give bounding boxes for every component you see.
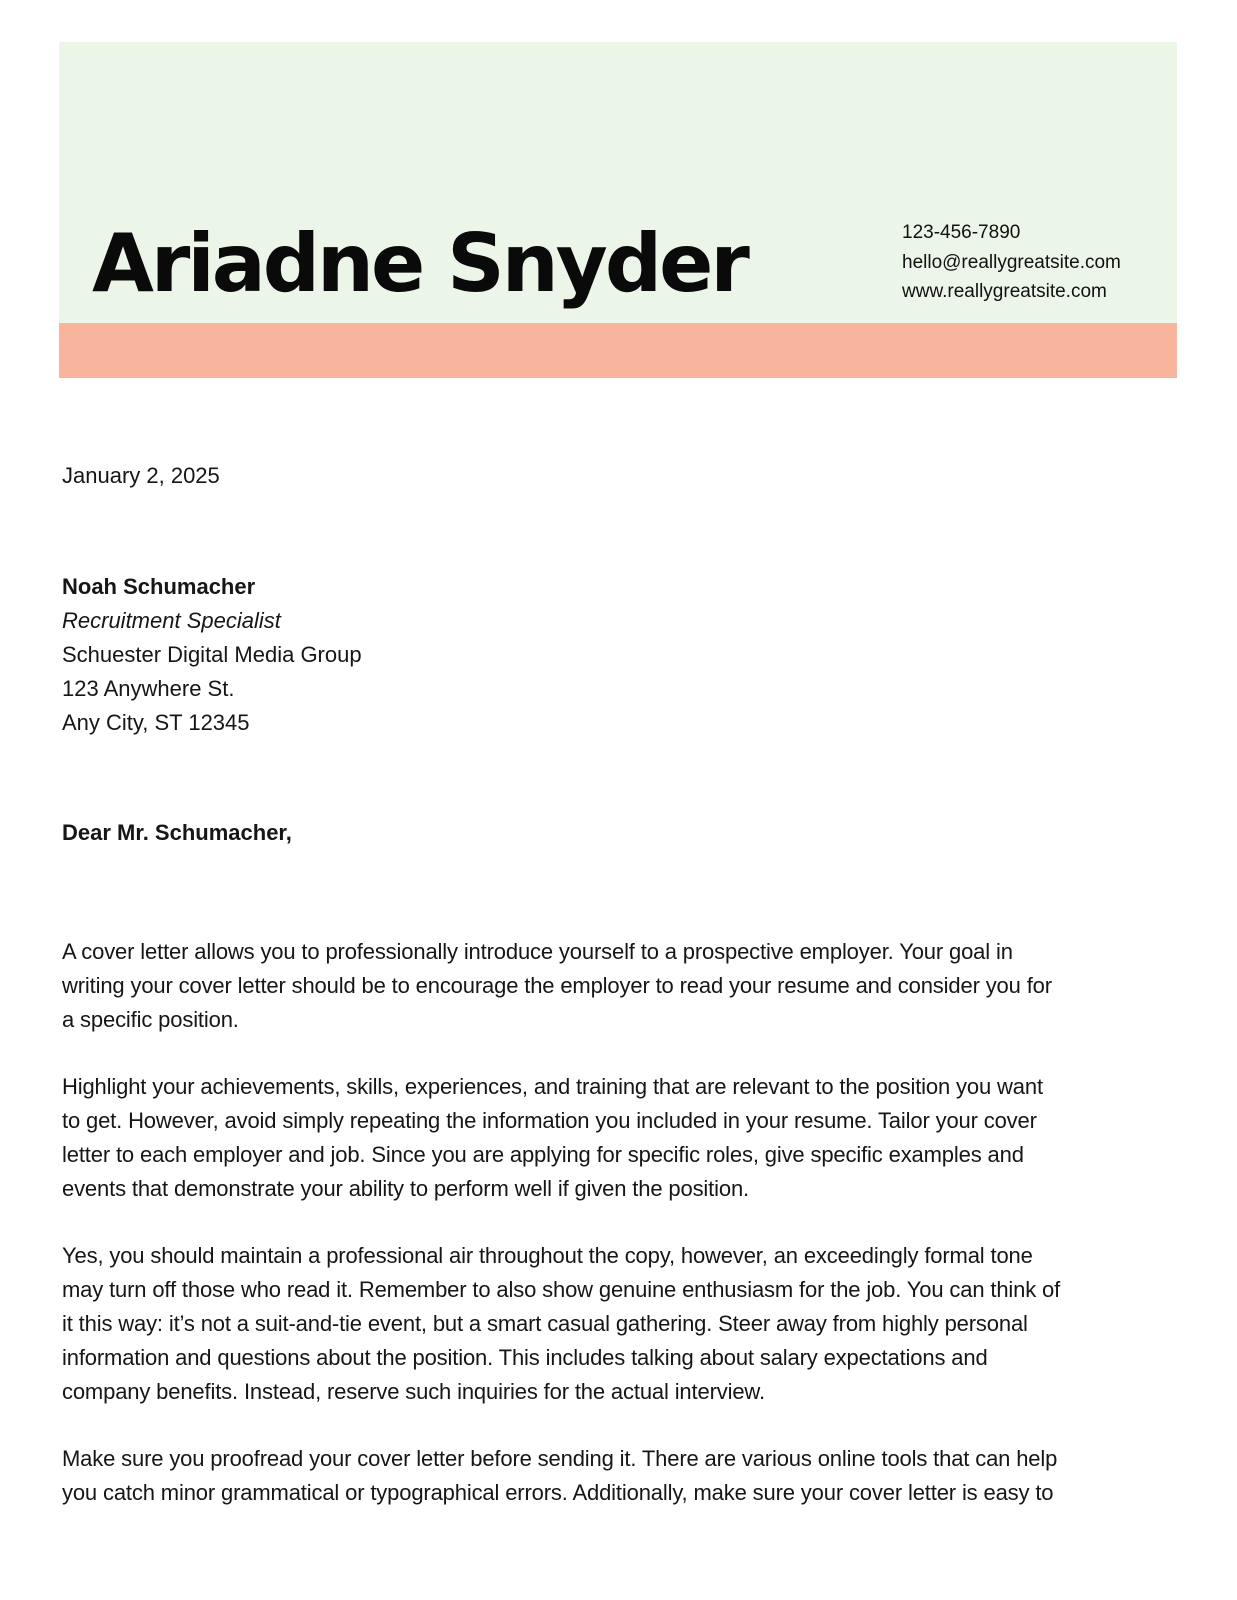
recipient-company: Schuester Digital Media Group (62, 642, 362, 667)
text-line: a specific position. (62, 1007, 239, 1032)
text-line: writing your cover letter should be to encourage the employer to read your resume and consider you for (62, 973, 1052, 998)
recipient-block (62, 570, 362, 740)
text-line: Highlight your achievements, skills, experiences, and training that are relevant to the position you want (62, 1074, 1043, 1099)
paragraph (62, 1442, 1152, 1510)
paragraph (62, 1070, 1152, 1206)
contact-phone: 123-456-7890 (902, 222, 1021, 243)
contact-block (902, 218, 1121, 307)
text-line: events that demonstrate your ability to perform well if given the position. (62, 1176, 749, 1201)
text-line: Make sure you proofread your cover letter before sending it. There are various online tools that can help (62, 1446, 1058, 1471)
text-line: information and questions about the position. This includes talking about salary expectations and (62, 1345, 988, 1370)
salutation: Dear Mr. Schumacher, (62, 820, 292, 845)
sender-name: Ariadne Snyder (92, 217, 747, 310)
text-line: A cover letter allows you to professionally introduce yourself to a prospective employer. Your goal in (62, 939, 1013, 964)
accent-bar (59, 323, 1177, 378)
text-line: may turn off those who read it. Remember to also show genuine enthusiasm for the job. You can think of (62, 1277, 1061, 1302)
recipient-city: Any City, ST 12345 (62, 710, 250, 735)
recipient-name: Noah Schumacher (62, 574, 256, 599)
letter-body (62, 935, 1152, 1510)
recipient-street: 123 Anywhere St. (62, 676, 235, 701)
text-line: it this way: it’s not a suit-and-tie event, but a smart casual gathering. Steer away from highly personal (62, 1311, 1028, 1336)
letter-date: January 2, 2025 (62, 463, 220, 488)
text-line: to get. However, avoid simply repeating the information you included in your resume. Tailor your cover (62, 1108, 1037, 1133)
text-line: company benefits. Instead, reserve such inquiries for the actual interview. (62, 1379, 765, 1404)
paragraph (62, 935, 1152, 1037)
text-line: you catch minor grammatical or typographical errors. Additionally, make sure your cover letter is easy to (62, 1480, 1054, 1505)
recipient-title: Recruitment Specialist (62, 608, 281, 633)
text-line: Yes, you should maintain a professional air throughout the copy, however, an exceedingly formal tone (62, 1243, 1033, 1268)
contact-website: www.reallygreatsite.com (902, 281, 1107, 302)
paragraph (62, 1239, 1152, 1409)
contact-email: hello@reallygreatsite.com (902, 251, 1121, 273)
text-line: letter to each employer and job. Since you are applying for specific roles, give specific examples and (62, 1142, 1024, 1167)
